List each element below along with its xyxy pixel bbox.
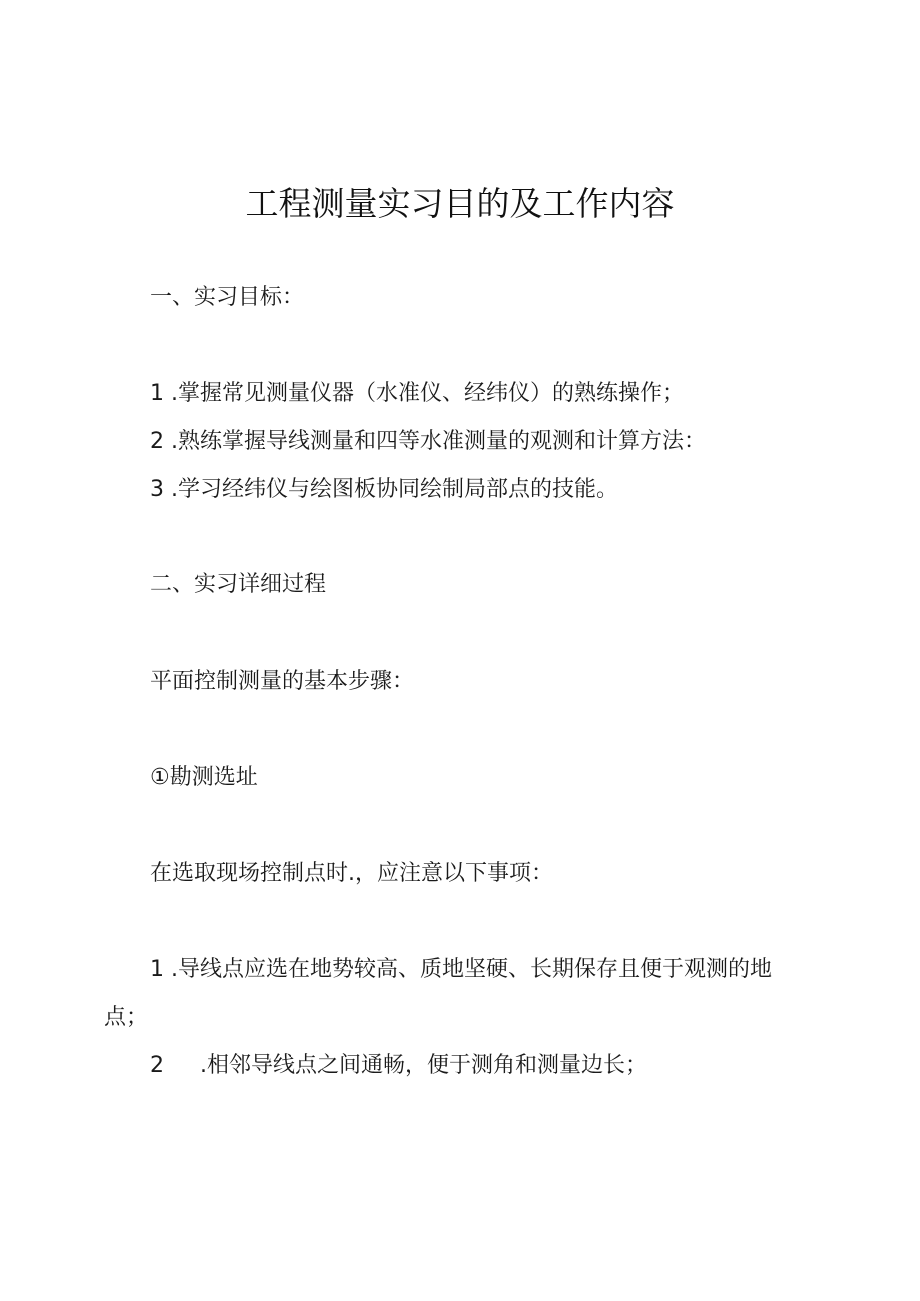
goal-text: .学习经纬仪与绘图板协同绘制局部点的技能。 xyxy=(171,477,618,502)
goal-number: 3 xyxy=(150,477,164,502)
section-heading-goals: 一、实习目标： xyxy=(150,285,305,310)
document-title: 工程测量实习目的及工作内容 xyxy=(245,184,675,223)
goal-number: 2 xyxy=(150,429,164,454)
goal-item-1 xyxy=(150,379,684,409)
goal-item-3 xyxy=(150,475,618,505)
goal-text: .掌握常见测量仪器（水准仪、经纬仪）的熟练操作； xyxy=(171,381,684,406)
notice-item-1 xyxy=(150,955,772,985)
section-heading-process: 二、实习详细过程 xyxy=(150,572,327,597)
notice-item-2 xyxy=(150,1051,647,1081)
goal-item-2 xyxy=(150,427,706,457)
notice-item-1-continuation: 点； xyxy=(104,1005,149,1030)
notice-text: .导线点应选在地势较高、质地坚硬、长期保存且便于观测的地 xyxy=(171,957,772,982)
step-title: ①勘测选址 xyxy=(150,765,258,790)
goal-number: 1 xyxy=(150,381,164,406)
goal-text: .熟练掌握导线测量和四等水准测量的观测和计算方法： xyxy=(171,429,706,454)
steps-intro: 平面控制测量的基本步骤： xyxy=(150,669,415,694)
notice-text: .相邻导线点之间通畅，便于测角和测量边长； xyxy=(200,1053,647,1078)
notice-intro: 在选取现场控制点时.，应注意以下事项： xyxy=(150,861,553,886)
notice-number: 1 xyxy=(150,957,164,982)
notice-number: 2 xyxy=(150,1053,164,1078)
